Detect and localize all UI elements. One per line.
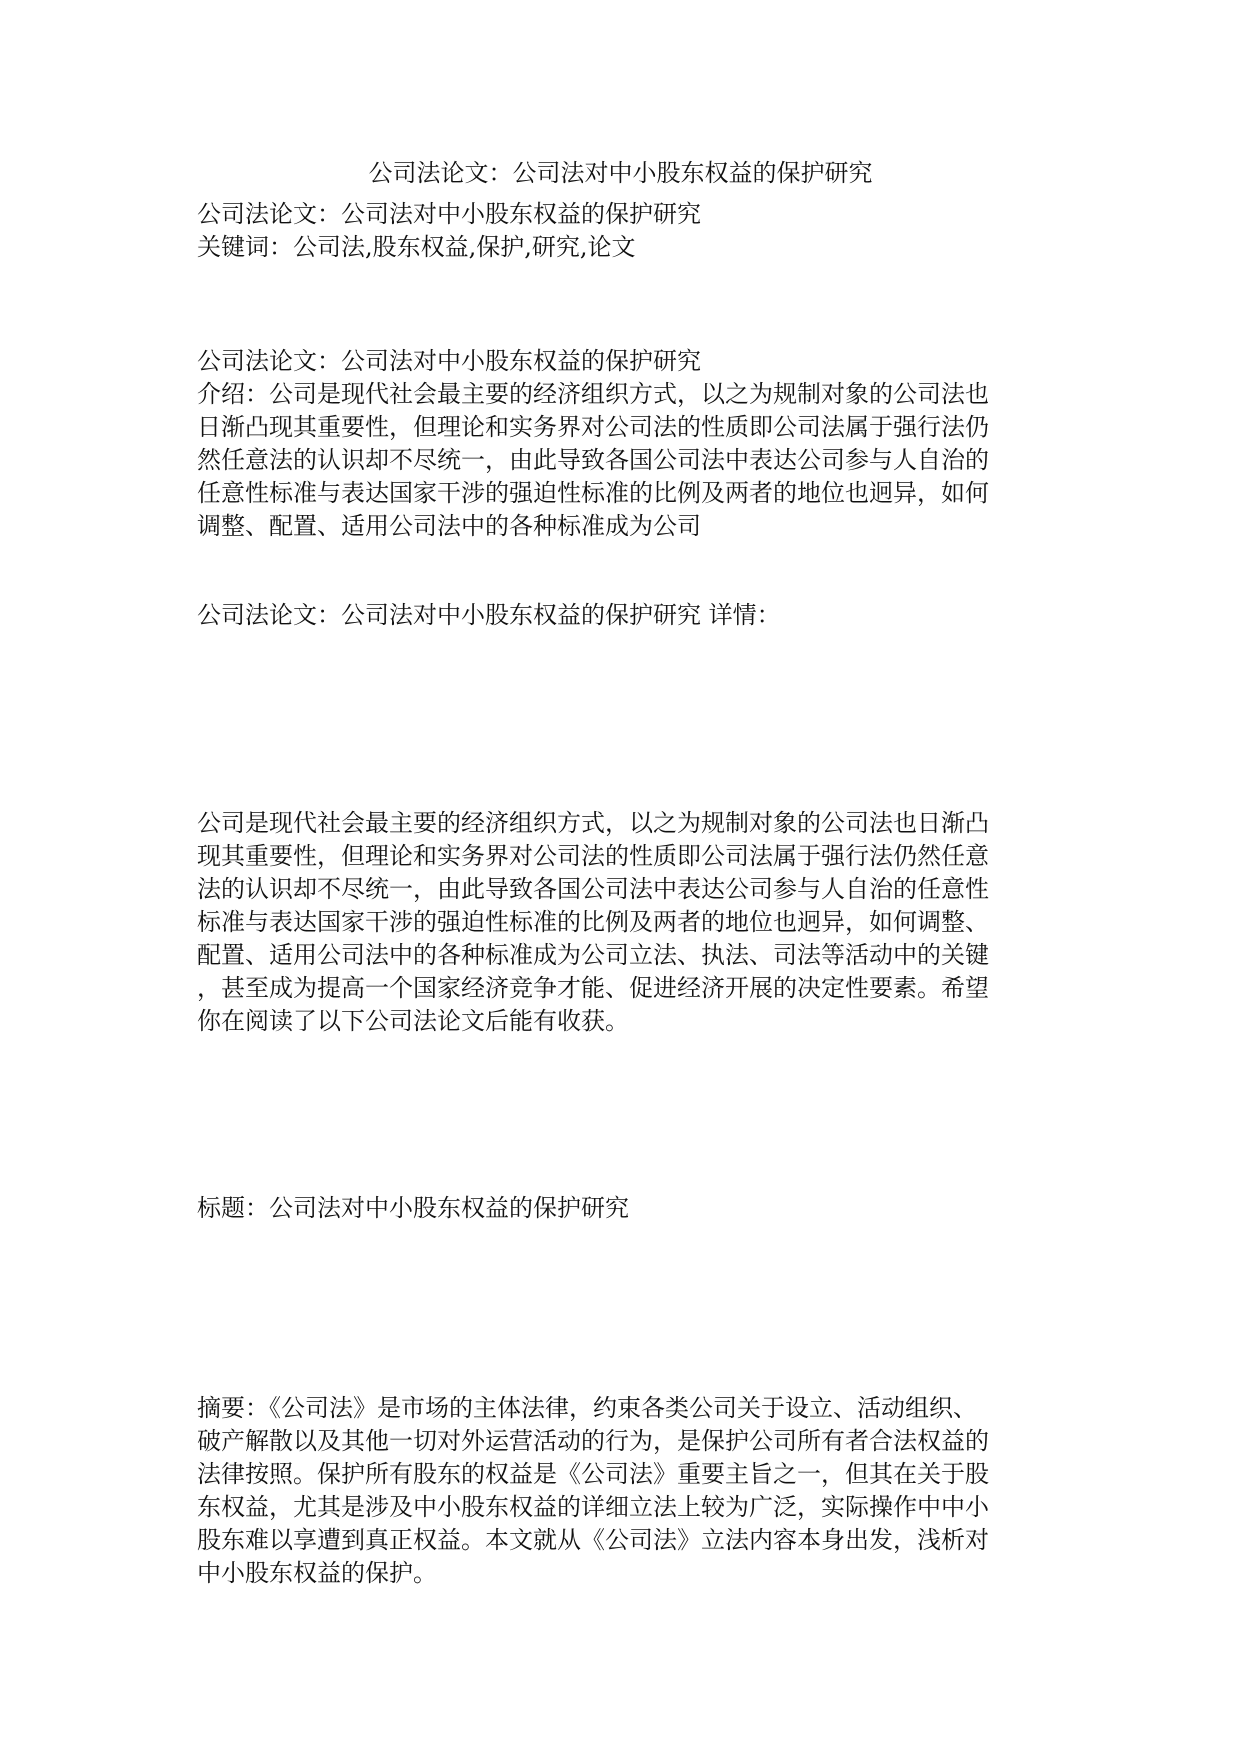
body-line: ，甚至成为提高一个国家经济竞争才能、促进经济开展的决定性要素。希望	[197, 974, 989, 1002]
intro-line: 介绍：公司是现代社会最主要的经济组织方式，以之为规制对象的公司法也	[197, 380, 989, 408]
intro-line: 调整、配置、适用公司法中的各种标准成为公司	[197, 512, 701, 540]
body-paragraph	[197, 807, 1027, 1038]
abstract-line: 法律按照。保护所有股东的权益是《公司法》重要主旨之一，但其在关于股	[197, 1460, 989, 1488]
header-block	[197, 198, 1027, 264]
section-title-block	[197, 1192, 1027, 1225]
details-block	[197, 599, 1027, 632]
document-title: 公司法论文：公司法对中小股东权益的保护研究	[368, 159, 873, 187]
body-line: 现其重要性，但理论和实务界对公司法的性质即公司法属于强行法仍然任意	[197, 842, 989, 870]
intro-heading: 公司法论文：公司法对中小股东权益的保护研究	[197, 347, 701, 375]
intro-line: 任意性标准与表达国家干涉的强迫性标准的比例及两者的地位也迥异，如何	[197, 479, 989, 507]
intro-block	[197, 345, 1027, 543]
body-line: 标准与表达国家干涉的强迫性标准的比例及两者的地位也迥异，如何调整、	[197, 908, 989, 936]
abstract-line: 中小股东权益的保护。	[197, 1559, 437, 1587]
body-line: 你在阅读了以下公司法论文后能有收获。	[197, 1007, 629, 1035]
section-title: 标题：公司法对中小股东权益的保护研究	[197, 1194, 629, 1222]
abstract-line: 股东难以享遭到真正权益。本文就从《公司法》立法内容本身出发，浅析对	[197, 1526, 989, 1554]
keywords-line: 关键词：公司法,股东权益,保护,研究,论文	[197, 233, 636, 261]
body-line: 公司是现代社会最主要的经济组织方式，以之为规制对象的公司法也日渐凸	[197, 809, 989, 837]
intro-line: 日渐凸现其重要性，但理论和实务界对公司法的性质即公司法属于强行法仍	[197, 413, 989, 441]
body-line: 法的认识却不尽统一，由此导致各国公司法中表达公司参与人自治的任意性	[197, 875, 989, 903]
details-label: 公司法论文：公司法对中小股东权益的保护研究 详情：	[197, 601, 781, 629]
body-line: 配置、适用公司法中的各种标准成为公司立法、执法、司法等活动中的关键	[197, 941, 989, 969]
abstract-line: 破产解散以及其他一切对外运营活动的行为，是保护公司所有者合法权益的	[197, 1427, 989, 1455]
abstract-block	[197, 1392, 1027, 1590]
abstract-line: 东权益，尤其是涉及中小股东权益的详细立法上较为广泛，实际操作中中小	[197, 1493, 989, 1521]
intro-line: 然任意法的认识却不尽统一，由此导致各国公司法中表达公司参与人自治的	[197, 446, 989, 474]
abstract-line: 摘要：《公司法》是市场的主体法律，约束各类公司关于设立、活动组织、	[197, 1394, 977, 1422]
header-heading: 公司法论文：公司法对中小股东权益的保护研究	[197, 200, 701, 228]
